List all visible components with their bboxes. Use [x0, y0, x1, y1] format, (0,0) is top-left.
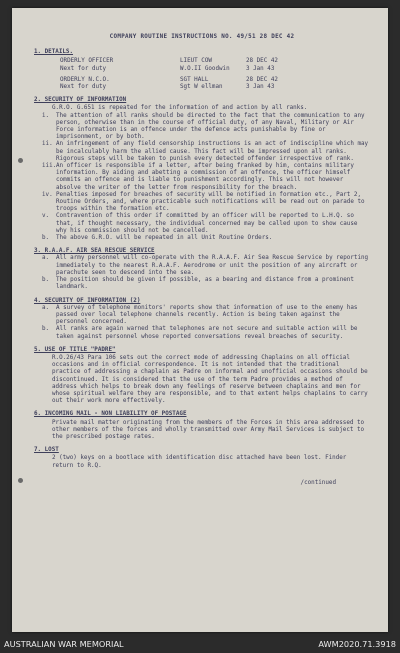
item-number: i.: [42, 112, 50, 119]
item-number: iv.: [42, 191, 53, 198]
item-number: b.: [42, 326, 50, 333]
roster-cell: ORDERLY N.C.O.: [60, 76, 110, 83]
footer-institution: AUSTRALIAN WAR MEMORIAL: [4, 639, 124, 649]
document-page: [12, 8, 388, 632]
item-text: An infringement of any field censorship instructions is an act of indiscipline which may be incalculably harm the allied cause. This fact will be impressed upon all ranks. Rigorous steps will be taken to punish every detected offender irrespective of rank.: [56, 141, 369, 162]
archive-footer: [0, 638, 400, 653]
list-item: [42, 113, 370, 142]
document-title: COMPANY ROUTINE INSTRUCTIONS NO. 49/51 28 DEC 42: [109, 34, 295, 40]
item-text: A survey of telephone monitors' reports show that information of use to the enemy has passed over local telephone channels recently. Action is being taken against the personnel concerned.: [56, 304, 358, 326]
item-text: Contravention of this order if committed by an officer will be reported to L.H.Q. so that, if thought necessary, the individual concerned may be called upon to show cause why his commission should not be cancelled.: [56, 213, 358, 234]
footer-accession-number: AWM2020.71.3918: [318, 639, 396, 649]
section-heading-security: 2. SECURITY OF INFORMATION: [34, 97, 127, 104]
roster-cell: 28 DEC 42: [246, 76, 278, 83]
list-item: [42, 277, 370, 291]
section-heading-security-2: 4. SECURITY OF INFORMATION (2): [34, 297, 141, 304]
item-number: ii.: [42, 141, 53, 148]
roster-cell: 3 Jan 43: [246, 65, 275, 72]
roster-cell: LIEUT COW: [180, 58, 212, 65]
list-item: [42, 235, 370, 242]
section-heading-air-sea-rescue: 3. R.A.A.F. AIR SEA RESCUE SERVICE: [34, 248, 155, 255]
roster-cell: 3 Jan 43: [246, 84, 275, 91]
item-number: b.: [42, 277, 50, 284]
section-body: 2 (two) keys on a bootlace with identification disc attached have been lost. Finder return to R.Q.: [52, 455, 347, 469]
item-number: a.: [42, 304, 50, 311]
section-intro: G.R.O. G.651 is repeated for the information of and action by all ranks.: [52, 105, 308, 112]
list-item: [42, 213, 370, 235]
item-text: An officer is responsible if a letter, after being franked by him, contains military information. By aiding and abetting a commission of an offence, the officer himself commits an offence and is liable to punishment accordingly. This will not however absolve the writer of the letter from responsibility for the breach.: [56, 163, 354, 191]
item-text: The position should be given if possible, as a bearing and distance from a prominent landmark.: [56, 277, 354, 291]
roster-cell: Next for duty: [60, 84, 107, 91]
item-text: The attention of all ranks should be directed to the fact that the communication to any person, otherwise than in the course of official duty, of any Naval, Military or Air Force information is an offence under the defence acts punishable by fine or imprisonment, or by both.: [56, 112, 365, 141]
section-heading-mail: 6. INCOMING MAIL - NON LIABILITY OF POSTAGE: [34, 411, 187, 418]
item-number: b.: [42, 235, 50, 242]
roster-cell: SGT HALL: [180, 76, 209, 83]
roster-cell: Next for duty: [60, 65, 107, 72]
roster-cell: Sgt W ellman: [180, 84, 223, 91]
document-body: [34, 34, 370, 487]
section-body: Private mail matter originating from the members of the Forces in this area addressed to other members of the forces and wholly transmitted over Army Mail Services is subject to the prescribed postage rates.: [52, 419, 365, 440]
item-number: a.: [42, 255, 50, 262]
section-heading-details: 1. DETAILS.: [34, 49, 74, 56]
list-item: [42, 326, 370, 340]
punch-hole: [18, 158, 23, 163]
list-item: [42, 141, 370, 163]
roster-cell: ORDERLY OFFICER: [60, 58, 114, 65]
punch-hole: [18, 478, 23, 483]
section-heading-lost: 7. LOST: [34, 447, 59, 454]
item-text: The above G.R.O. will be repeated in all Unit Routine Orders.: [56, 235, 273, 242]
item-text: All ranks are again warned that telephones are not secure and suitable action will be taken against personnel whose reported conversations reveal breaches of security.: [56, 326, 358, 340]
list-item: [42, 192, 370, 214]
list-item: [42, 163, 370, 192]
section-heading-padre: 5. USE OF TITLE "PADRE": [34, 346, 116, 353]
section-body: R.O.26/43 Para 106 sets out the correct mode of addressing Chaplains on all official occasions and in official correspondence. It is not intended that the traditional practice of addressing a chaplain as Padre on informal and unofficial occasions should be discontinued. It is considered that the use of the term Padre provides a method of address which helps to break down any feelings of reserve between chaplains and men for whose spiritual welfare they are responsible, and to that extent helps chaplains to carry out their work more effectively.: [52, 354, 368, 405]
item-text: All army personnel will co-operate with the R.A.A.F. Air Sea Rescue Service by reporting immediately to the nearest R.A.A.F. Aerodrome or unit the position of any aircraft or parachute seen to descend into the sea.: [56, 255, 369, 276]
item-number: iii.: [42, 163, 57, 170]
duty-roster: [60, 58, 370, 91]
continued-note: /continued: [300, 479, 336, 486]
list-item: [42, 305, 370, 327]
roster-cell: W.O.II Goodwin: [180, 65, 230, 72]
roster-cell: 28 DEC 42: [246, 58, 278, 65]
item-text: Penalties imposed for breaches of security will be notified in formation etc., Part 2, Routine Orders, and, where practicable such notifications will be read out on parade to troops within the formation etc.: [56, 191, 365, 213]
list-item: [42, 255, 370, 277]
item-number: v.: [42, 213, 50, 220]
